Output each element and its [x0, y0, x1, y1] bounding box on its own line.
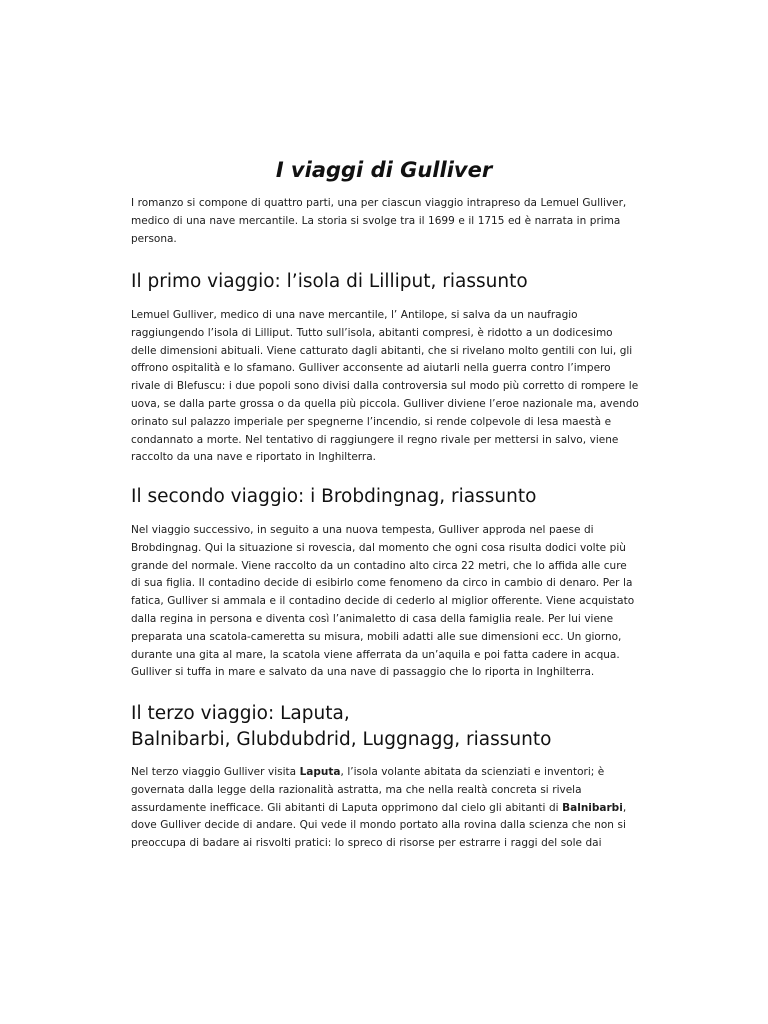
place-name-balnibarbi: Balnibarbi: [562, 801, 623, 814]
paragraph-line: rivale di Blefuscu: i due popoli sono divisi dalla controversia sul modo più corretto di rompere le: [131, 380, 639, 393]
paragraph-line: Nel viaggio successivo, in seguito a una nuova tempesta, Gulliver approda nel paese di: [131, 524, 594, 536]
paragraph-line: [131, 764, 641, 782]
paragraph-line: dove Gulliver decide di andare. Qui vede il mondo portato alla rovina dalla scienza che non si: [131, 819, 626, 832]
text-run: , l’isola volante abitata da scienziati e inventori; è: [340, 766, 605, 778]
brobdingnag-paragraph: [131, 522, 641, 682]
paragraph-line: raccolto da una nave e riportato in Inghilterra.: [131, 451, 377, 464]
paragraph-line: durante una gita al mare, la scatola viene afferrata da un’aquila e poi fatta cadere in acqua.: [131, 648, 620, 661]
heading-line: Balnibarbi, Glubdubdrid, Luggnagg, riassunto: [131, 729, 552, 750]
section-heading-lilliput: Il primo viaggio: l’isola di Lilliput, riassunto: [131, 271, 528, 292]
heading-line: Il terzo viaggio: Laputa,: [131, 703, 350, 724]
paragraph-line: raggiungendo l’isola di Lilliput. Tutto sull’isola, abitanti compresi, è ridotto a un dodicesimo: [131, 326, 613, 339]
paragraph-line: condannato a morte. Nel tentativo di raggiungere il regno rivale per mettersi in salvo, viene: [131, 433, 619, 446]
paragraph-line: Lemuel Gulliver, medico di una nave mercantile, l’ Antilope, si salva da un naufragio: [131, 309, 578, 321]
paragraph-line: preoccupa di badare ai risvolti pratici: lo spreco di risorse per estrarre i raggi del sole dai: [131, 837, 602, 850]
paragraph-line: delle dimensioni abituali. Viene catturato dagli abitanti, che si rivelano molto gentili con lui, gli: [131, 344, 633, 357]
paragraph-line: Brobdingnag. Qui la situazione si rovescia, dal momento che ogni cosa risulta dodici volte più: [131, 541, 626, 554]
intro-line: medico di una nave mercantile. La storia si svolge tra il 1699 e il 1715 ed è narrata in prima: [131, 214, 621, 227]
intro-paragraph: [131, 195, 641, 248]
place-name-laputa: Laputa: [299, 766, 341, 778]
paragraph-line: [131, 800, 641, 818]
paragraph-line: uova, se dalla parte grossa o da quella più piccola. Gulliver diviene l’eroe nazionale ma, avendo: [131, 397, 639, 410]
paragraph-line: di sua figlia. Il contadino decide di esibirlo come fenomeno da circo in cambio di denaro. Per la: [131, 577, 633, 590]
intro-line: I romanzo si compone di quattro parti, una per ciascun viaggio intrapreso da Lemuel Gulliver,: [131, 197, 627, 209]
document-title: I viaggi di Gulliver: [275, 158, 493, 182]
paragraph-line: offrono ospitalità e lo sfamano. Gulliver acconsente ad aiutarli nella guerra contro l’impero: [131, 362, 611, 375]
paragraph-line: grande del normale. Viene raccolto da un contadino alto circa 22 metri, che lo affida alle cure: [131, 559, 627, 572]
laputa-paragraph: [131, 764, 641, 853]
paragraph-line: dalla regina in persona e diventa così l’animaletto di casa della famiglia reale. Per lui viene: [131, 612, 614, 625]
paragraph-line: fatica, Gulliver si ammala e il contadino decide di cederlo al miglior offerente. Viene acquistato: [131, 595, 635, 608]
section-heading-laputa: [131, 701, 651, 753]
section-heading-brobdingnag: Il secondo viaggio: i Brobdingnag, riassunto: [131, 486, 537, 507]
paragraph-line: Gulliver si tuffa in mare e salvato da una nave di passaggio che lo riporta in Inghilterra.: [131, 666, 595, 679]
text-run: ,: [622, 801, 627, 814]
paragraph-line: orinato sul palazzo imperiale per spegnerne l’incendio, si rende colpevole di lesa maestà e: [131, 415, 612, 428]
lilliput-paragraph: [131, 307, 641, 467]
text-run: Nel terzo viaggio Gulliver visita: [131, 766, 300, 778]
paragraph-line: preparata una scatola-cameretta su misura, mobili adatti alle sue dimensioni ecc. Un giorno,: [131, 630, 622, 643]
paragraph-line: governata dalla legge della razionalità astratta, ma che nella realtà concreta si rivela: [131, 783, 582, 796]
intro-line: persona.: [131, 232, 177, 245]
text-run: assurdamente inefficace. Gli abitanti di Laputa opprimono dal cielo gli abitanti di: [131, 801, 563, 814]
